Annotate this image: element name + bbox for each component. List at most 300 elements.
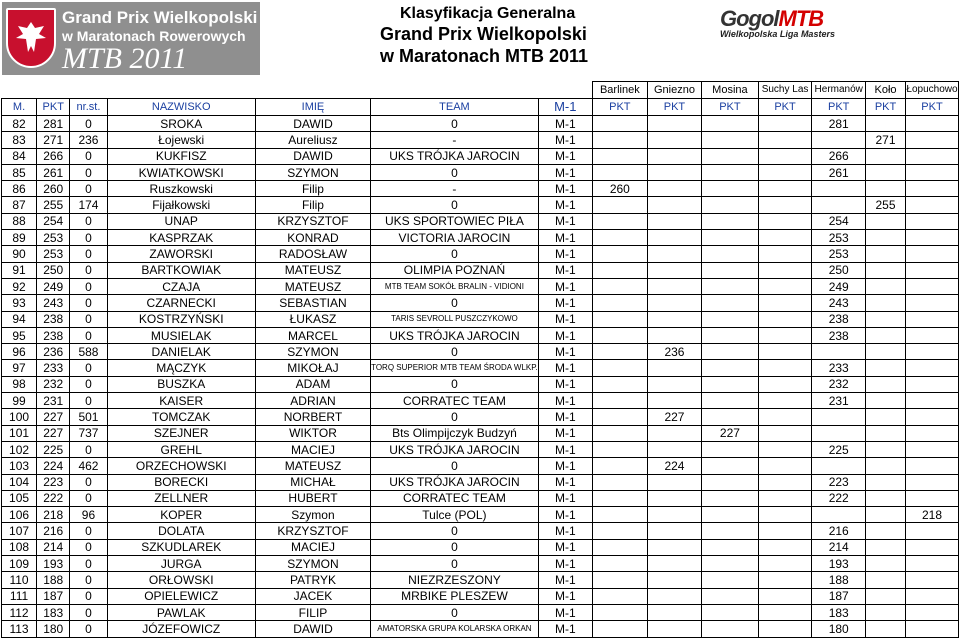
stage-points-cell [647,116,701,132]
points-cell: 238 [37,311,70,327]
stage-points-cell [592,604,647,620]
team-cell: 0 [371,246,539,262]
stage-points-cell: 236 [647,344,701,360]
place-cell: 103 [2,458,37,474]
table-row [2,116,959,132]
stage-points-cell [905,246,958,262]
stage-points-cell [647,213,701,229]
stage-points-cell [647,132,701,148]
stage-points-cell [905,539,958,555]
first-name-cell: Filip [255,197,370,213]
table-row [2,132,959,148]
gogol-mtb-logo [720,6,910,38]
stage-points-cell [647,164,701,180]
results-table [1,81,959,638]
stage-points-cell [647,604,701,620]
team-cell: CORRATEC TEAM [371,490,539,506]
title-line-3: w Maratonach MTB 2011 [380,46,589,66]
stage-points-cell [647,393,701,409]
first-name-cell: SZYMON [255,344,370,360]
category-cell: M-1 [538,116,592,132]
start-number-cell: 96 [70,507,107,523]
stage-points-cell: 238 [812,327,866,343]
stage-points-cell [647,588,701,604]
team-cell: UKS SPORTOWIEC PIŁA [371,213,539,229]
start-number-cell: 0 [70,572,107,588]
category-cell: M-1 [538,588,592,604]
brand-subtitle: Wielkopolska Liga Masters [720,29,835,39]
place-cell: 82 [2,116,37,132]
stage-points-cell: 253 [812,246,866,262]
place-cell: 105 [2,490,37,506]
table-row [2,507,959,523]
start-number-cell: 0 [70,213,107,229]
stage-points-cell [702,458,759,474]
stage-points-cell [905,197,958,213]
stage-points-cell [812,425,866,441]
stage-points-cell: 232 [812,376,866,392]
page-title [340,4,640,67]
stage-points-cell [592,507,647,523]
logo-line-2: w Maratonach Rowerowych [62,28,246,44]
points-cell: 222 [37,490,70,506]
points-cell: 224 [37,458,70,474]
place-cell: 102 [2,441,37,457]
surname-cell: KUKFISZ [107,148,255,164]
column-header: PKT [866,99,906,116]
surname-cell: KOSTRZYŃSKI [107,311,255,327]
stage-points-cell: 216 [812,523,866,539]
stage-points-cell [905,376,958,392]
stage-points-cell [758,262,812,278]
points-cell: 187 [37,588,70,604]
table-row [2,311,959,327]
stage-points-cell [758,246,812,262]
surname-cell: BARTKOWIAK [107,262,255,278]
stage-points-cell: 255 [866,197,906,213]
stage-points-cell [592,148,647,164]
stage-points-cell [592,132,647,148]
points-cell: 254 [37,213,70,229]
team-cell: 0 [371,458,539,474]
first-name-cell: MATEUSZ [255,262,370,278]
stage-points-cell [647,425,701,441]
start-number-cell: 0 [70,441,107,457]
surname-cell: BORECKI [107,474,255,490]
table-row [2,376,959,392]
stage-points-cell [647,490,701,506]
category-cell: M-1 [538,213,592,229]
stage-points-cell [905,393,958,409]
points-cell: 249 [37,278,70,294]
stage-points-cell [866,116,906,132]
first-name-cell: MACIEJ [255,441,370,457]
first-name-cell: NORBERT [255,409,370,425]
first-name-cell: HUBERT [255,490,370,506]
stage-points-cell [592,360,647,376]
start-number-cell: 0 [70,278,107,294]
stage-points-cell [702,164,759,180]
first-name-cell: Filip [255,181,370,197]
location-header: Koło [866,82,906,99]
surname-cell: SZKUDLAREK [107,539,255,555]
stage-points-cell [866,327,906,343]
stage-points-cell [905,458,958,474]
stage-points-cell [702,344,759,360]
stage-points-cell: 188 [812,572,866,588]
stage-points-cell [866,409,906,425]
team-cell: OLIMPIA POZNAŃ [371,262,539,278]
stage-points-cell [592,621,647,637]
points-cell: 232 [37,376,70,392]
stage-points-cell [702,213,759,229]
stage-points-cell [866,246,906,262]
team-cell: - [371,181,539,197]
stage-points-cell [702,409,759,425]
place-cell: 85 [2,164,37,180]
stage-points-cell [592,295,647,311]
table-row [2,425,959,441]
stage-points-cell [702,490,759,506]
stage-points-cell [905,523,958,539]
stage-points-cell: 261 [812,164,866,180]
start-number-cell: 0 [70,360,107,376]
stage-points-cell [866,425,906,441]
stage-points-cell: 218 [905,507,958,523]
column-header: PKT [592,99,647,116]
stage-points-cell [866,213,906,229]
stage-points-cell [592,556,647,572]
column-header: PKT [37,99,70,116]
first-name-cell: MARCEL [255,327,370,343]
stage-points-cell [866,441,906,457]
stage-points-cell [647,197,701,213]
first-name-cell: JACEK [255,588,370,604]
stage-points-cell [758,360,812,376]
stage-points-cell [866,148,906,164]
team-cell: MRBIKE PLESZEW [371,588,539,604]
stage-points-cell [758,393,812,409]
stage-points-cell [702,148,759,164]
surname-cell: Łojewski [107,132,255,148]
table-row [2,604,959,620]
stage-points-cell [702,181,759,197]
stage-points-cell [866,230,906,246]
column-header-row [2,99,959,116]
stage-points-cell [702,246,759,262]
stage-points-cell [647,311,701,327]
points-cell: 188 [37,572,70,588]
stage-points-cell [647,148,701,164]
stage-points-cell [758,458,812,474]
category-cell: M-1 [538,360,592,376]
table-row [2,490,959,506]
points-cell: 260 [37,181,70,197]
stage-points-cell: 254 [812,213,866,229]
surname-cell: SZEJNER [107,425,255,441]
stage-points-cell: 250 [812,262,866,278]
category-cell: M-1 [538,311,592,327]
table-row [2,572,959,588]
surname-cell: SROKA [107,116,255,132]
stage-points-cell [647,262,701,278]
logo-line-1: Grand Prix Wielkopolski [62,8,258,27]
start-number-cell: 0 [70,490,107,506]
stage-points-cell [866,621,906,637]
first-name-cell: RADOSŁAW [255,246,370,262]
table-row [2,344,959,360]
stage-points-cell [866,278,906,294]
surname-cell: UNAP [107,213,255,229]
stage-points-cell [812,507,866,523]
stage-points-cell [647,556,701,572]
surname-cell: ZELLNER [107,490,255,506]
start-number-cell: 0 [70,311,107,327]
table-row [2,148,959,164]
stage-points-cell [866,393,906,409]
points-cell: 266 [37,148,70,164]
stage-points-cell [702,132,759,148]
column-header: NAZWISKO [107,99,255,116]
table-row [2,230,959,246]
eagle-crest-icon [6,8,56,68]
stage-points-cell [647,327,701,343]
stage-points-cell [866,604,906,620]
stage-points-cell [647,230,701,246]
stage-points-cell [702,262,759,278]
team-cell: CORRATEC TEAM [371,393,539,409]
place-cell: 87 [2,197,37,213]
category-cell: M-1 [538,523,592,539]
category-cell: M-1 [538,262,592,278]
stage-points-cell [702,311,759,327]
category-cell: M-1 [538,556,592,572]
stage-points-cell [592,278,647,294]
table-row [2,621,959,637]
stage-points-cell [592,230,647,246]
stage-points-cell [758,376,812,392]
team-cell: 0 [371,295,539,311]
stage-points-cell [758,507,812,523]
stage-points-cell [702,539,759,555]
stage-points-cell [592,197,647,213]
stage-points-cell [866,360,906,376]
table-row [2,523,959,539]
stage-points-cell [758,116,812,132]
table-row [2,539,959,555]
start-number-cell: 0 [70,262,107,278]
team-cell: 0 [371,539,539,555]
stage-points-cell [647,621,701,637]
stage-points-cell [592,523,647,539]
first-name-cell: PATRYK [255,572,370,588]
place-cell: 83 [2,132,37,148]
stage-points-cell [702,604,759,620]
place-cell: 106 [2,507,37,523]
column-header: PKT [905,99,958,116]
stage-points-cell [866,572,906,588]
stage-points-cell [702,295,759,311]
stage-points-cell [758,327,812,343]
stage-points-cell [866,474,906,490]
surname-cell: KWIATKOWSKI [107,164,255,180]
first-name-cell: DAWID [255,621,370,637]
title-line-2: Grand Prix Wielkopolski [380,24,587,44]
team-cell: VICTORIA JAROCIN [371,230,539,246]
points-cell: 281 [37,116,70,132]
place-cell: 111 [2,588,37,604]
stage-points-cell [592,490,647,506]
stage-points-cell [758,556,812,572]
surname-cell: JURGA [107,556,255,572]
start-number-cell: 588 [70,344,107,360]
team-cell: 0 [371,409,539,425]
points-cell: 271 [37,132,70,148]
stage-points-cell [647,360,701,376]
category-cell: M-1 [538,409,592,425]
table-row [2,278,959,294]
first-name-cell: SZYMON [255,556,370,572]
first-name-cell: WIKTOR [255,425,370,441]
place-cell: 113 [2,621,37,637]
team-cell: 0 [371,556,539,572]
stage-points-cell: 260 [592,181,647,197]
stage-points-cell: 266 [812,148,866,164]
stage-points-cell [866,164,906,180]
column-header: TEAM [371,99,539,116]
stage-points-cell [758,295,812,311]
stage-points-cell [758,441,812,457]
stage-points-cell [592,116,647,132]
surname-cell: KASPRZAK [107,230,255,246]
stage-points-cell [758,588,812,604]
stage-points-cell: 225 [812,441,866,457]
stage-points-cell [592,376,647,392]
stage-points-cell [592,327,647,343]
stage-points-cell [812,181,866,197]
surname-cell: ZAWORSKI [107,246,255,262]
place-cell: 88 [2,213,37,229]
stage-points-cell [702,588,759,604]
stage-points-cell [702,621,759,637]
stage-points-cell [812,409,866,425]
category-cell: M-1 [538,572,592,588]
category-cell: M-1 [538,164,592,180]
stage-points-cell: 224 [647,458,701,474]
points-cell: 227 [37,425,70,441]
column-header: PKT [647,99,701,116]
surname-cell: JÓZEFOWICZ [107,621,255,637]
stage-points-cell [758,197,812,213]
stage-points-cell [702,556,759,572]
table-row [2,295,959,311]
stage-points-cell [905,116,958,132]
column-header: PKT [702,99,759,116]
stage-points-cell [592,588,647,604]
stage-points-cell [647,181,701,197]
category-cell: M-1 [538,148,592,164]
stage-points-cell [866,556,906,572]
stage-points-cell [866,311,906,327]
stage-points-cell: 253 [812,230,866,246]
stage-points-cell [758,278,812,294]
place-cell: 101 [2,425,37,441]
category-cell: M-1 [538,181,592,197]
place-cell: 98 [2,376,37,392]
category-cell: M-1 [538,441,592,457]
brand-mtb: MTB [778,6,824,31]
table-row [2,164,959,180]
place-cell: 99 [2,393,37,409]
table-row [2,246,959,262]
table-row [2,458,959,474]
stage-points-cell [647,246,701,262]
place-cell: 110 [2,572,37,588]
start-number-cell: 0 [70,393,107,409]
stage-points-cell [702,197,759,213]
stage-points-cell [592,539,647,555]
stage-points-cell [758,311,812,327]
surname-cell: DANIELAK [107,344,255,360]
first-name-cell: MACIEJ [255,539,370,555]
location-header: Suchy Las [758,82,812,99]
category-cell: M-1 [538,507,592,523]
stage-points-cell [866,507,906,523]
points-cell: 233 [37,360,70,376]
start-number-cell: 0 [70,621,107,637]
stage-points-cell [812,344,866,360]
place-cell: 92 [2,278,37,294]
stage-points-cell [866,295,906,311]
stage-points-cell [866,490,906,506]
points-cell: 193 [37,556,70,572]
stage-points-cell [702,116,759,132]
stage-points-cell [702,441,759,457]
team-cell: UKS TRÓJKA JAROCIN [371,441,539,457]
stage-points-cell [647,507,701,523]
first-name-cell: ŁUKASZ [255,311,370,327]
stage-points-cell [905,490,958,506]
stage-points-cell [866,262,906,278]
points-cell: 216 [37,523,70,539]
category-cell: M-1 [538,197,592,213]
stage-points-cell [702,278,759,294]
stage-points-cell [905,474,958,490]
stage-points-cell: 214 [812,539,866,555]
surname-cell: OPIELEWICZ [107,588,255,604]
start-number-cell: 0 [70,556,107,572]
stage-points-cell [647,539,701,555]
points-cell: 218 [37,507,70,523]
points-cell: 238 [37,327,70,343]
stage-points-cell [592,572,647,588]
place-cell: 91 [2,262,37,278]
stage-points-cell [592,458,647,474]
team-cell: - [371,132,539,148]
stage-points-cell [866,588,906,604]
stage-points-cell [905,556,958,572]
category-cell: M-1 [538,458,592,474]
first-name-cell: MICHAŁ [255,474,370,490]
stage-points-cell [592,474,647,490]
place-cell: 104 [2,474,37,490]
stage-points-cell: 187 [812,588,866,604]
surname-cell: DOLATA [107,523,255,539]
stage-points-cell [905,230,958,246]
stage-points-cell [758,409,812,425]
start-number-cell: 737 [70,425,107,441]
stage-points-cell [702,523,759,539]
